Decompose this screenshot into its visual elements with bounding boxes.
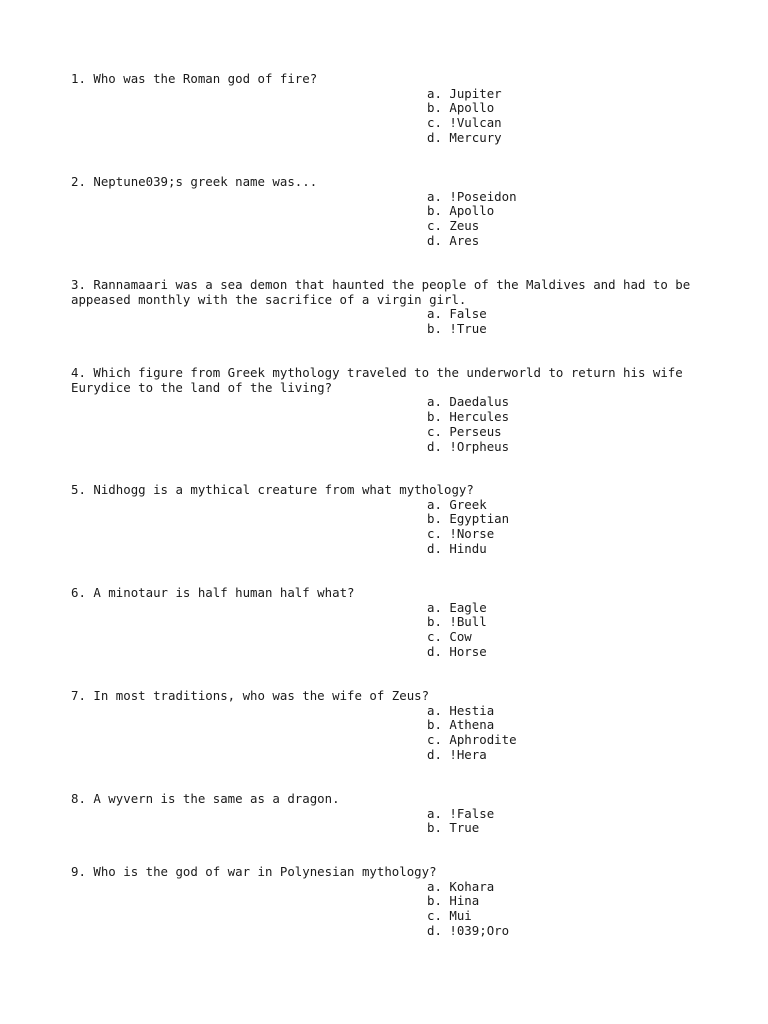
option-letter: d. [427,643,442,659]
option-letter: a. [427,878,442,894]
question-text [71,483,711,498]
option-text: !Poseidon [449,188,517,204]
question [71,366,711,454]
answer-options [427,190,711,249]
question-prompt: Nidhogg is a mythical creature from what mythology? [93,482,474,497]
answer-option [427,234,711,249]
answer-option [427,601,711,616]
option-letter: a. [427,702,442,718]
option-text: Zeus [449,218,480,234]
question-prompt: Who was the Roman god of fire? [93,71,318,86]
option-letter: a. [427,85,442,101]
option-letter: c. [427,732,442,748]
option-letter: c. [427,526,442,542]
option-letter: c. [427,908,442,924]
question [71,175,711,249]
option-letter: d. [427,232,442,248]
option-text: Mui [449,908,472,924]
question-number: 8. [71,791,86,806]
option-text: Apollo [449,100,495,116]
option-letter: a. [427,394,442,410]
answer-option [427,807,711,822]
answer-option [427,821,711,836]
option-letter: c. [427,423,442,439]
question-prompt: Who is the god of war in Polynesian mythology? [93,864,437,879]
option-text: Eagle [449,599,487,615]
question-text [71,865,711,880]
option-text: !Hera [449,746,487,762]
option-letter: d. [427,922,442,938]
question-prompt: In most traditions, who was the wife of Zeus? [93,688,430,703]
answer-option [427,909,711,924]
answer-options [427,704,711,763]
option-text: !Orpheus [449,438,510,454]
answer-options [427,87,711,146]
option-letter: b. [427,511,442,527]
option-letter: d. [427,129,442,145]
question [71,586,711,660]
option-letter: b. [427,100,442,116]
question-number: 3. [71,277,86,292]
question-text [71,689,711,704]
question-prompt: Which figure from Greek mythology traveled to the underworld to return his wife Eurydice to the land of the living? [71,365,683,395]
answer-option [427,894,711,909]
answer-option [427,630,711,645]
option-letter: b. [427,321,442,337]
answer-option [427,733,711,748]
question-prompt: Neptune039;s greek name was... [93,174,318,189]
answer-option [427,307,711,322]
answer-options [427,498,711,557]
option-letter: c. [427,115,442,131]
option-text: !039;Oro [449,922,510,938]
option-letter: b. [427,203,442,219]
question-number: 2. [71,174,86,189]
option-text: Hina [449,893,480,909]
option-letter: d. [427,438,442,454]
option-text: Jupiter [449,85,502,101]
answer-option [427,718,711,733]
option-text: Horse [449,643,487,659]
answer-option [427,322,711,337]
answer-option [427,512,711,527]
option-text: !Norse [449,526,495,542]
option-text: Mercury [449,129,502,145]
option-letter: a. [427,805,442,821]
option-text: Perseus [449,423,502,439]
answer-option [427,440,711,455]
answer-options [427,880,711,939]
option-text: Hindu [449,540,487,556]
option-letter: a. [427,599,442,615]
question [71,865,711,939]
option-text: Egyptian [449,511,510,527]
option-letter: b. [427,717,442,733]
option-letter: b. [427,614,442,630]
option-text: Apollo [449,203,495,219]
option-text: Hercules [449,409,510,425]
answer-option [427,219,711,234]
answer-option [427,704,711,719]
option-text: False [449,306,487,322]
option-text: Ares [449,232,480,248]
answer-option [427,527,711,542]
option-text: !True [449,321,487,337]
answer-option [427,87,711,102]
answer-option [427,190,711,205]
answer-options [427,807,711,836]
option-letter: a. [427,306,442,322]
question-prompt: Rannamaari was a sea demon that haunted the people of the Maldives and had to be appeased monthly with the sacrifice of a virgin girl. [71,277,691,307]
question-prompt: A minotaur is half human half what? [93,585,355,600]
question-number: 4. [71,365,86,380]
option-text: Greek [449,496,487,512]
option-text: !Vulcan [449,115,502,131]
answer-options [427,601,711,660]
option-letter: c. [427,218,442,234]
option-text: !False [449,805,495,821]
question-text [71,175,711,190]
question-text [71,278,711,307]
answer-option [427,410,711,425]
question-number: 9. [71,864,86,879]
option-text: Aphrodite [449,732,517,748]
option-letter: c. [427,629,442,645]
option-text: Cow [449,629,472,645]
option-letter: a. [427,188,442,204]
answer-option [427,542,711,557]
answer-option [427,615,711,630]
option-letter: b. [427,409,442,425]
option-text: Athena [449,717,495,733]
answer-option [427,425,711,440]
answer-options [427,395,711,454]
question [71,689,711,763]
answer-option [427,924,711,939]
answer-option [427,645,711,660]
option-text: True [449,820,480,836]
option-text: Hestia [449,702,495,718]
option-text: !Bull [449,614,487,630]
answer-option [427,880,711,895]
answer-option [427,116,711,131]
answer-option [427,395,711,410]
question-text [71,72,711,87]
answer-option [427,204,711,219]
option-letter: b. [427,820,442,836]
question-prompt: A wyvern is the same as a dragon. [93,791,340,806]
answer-option [427,101,711,116]
question-number: 7. [71,688,86,703]
question-number: 1. [71,71,86,86]
option-letter: d. [427,540,442,556]
answer-options [427,307,711,336]
option-text: Daedalus [449,394,510,410]
answer-option [427,748,711,763]
answer-option [427,131,711,146]
question-number: 5. [71,482,86,497]
option-letter: a. [427,496,442,512]
question-number: 6. [71,585,86,600]
question [71,72,711,146]
option-text: Kohara [449,878,495,894]
option-letter: b. [427,893,442,909]
question-text [71,366,711,395]
answer-option [427,498,711,513]
question-text [71,792,711,807]
question-text [71,586,711,601]
option-letter: d. [427,746,442,762]
question [71,278,711,337]
question [71,483,711,557]
question [71,792,711,836]
